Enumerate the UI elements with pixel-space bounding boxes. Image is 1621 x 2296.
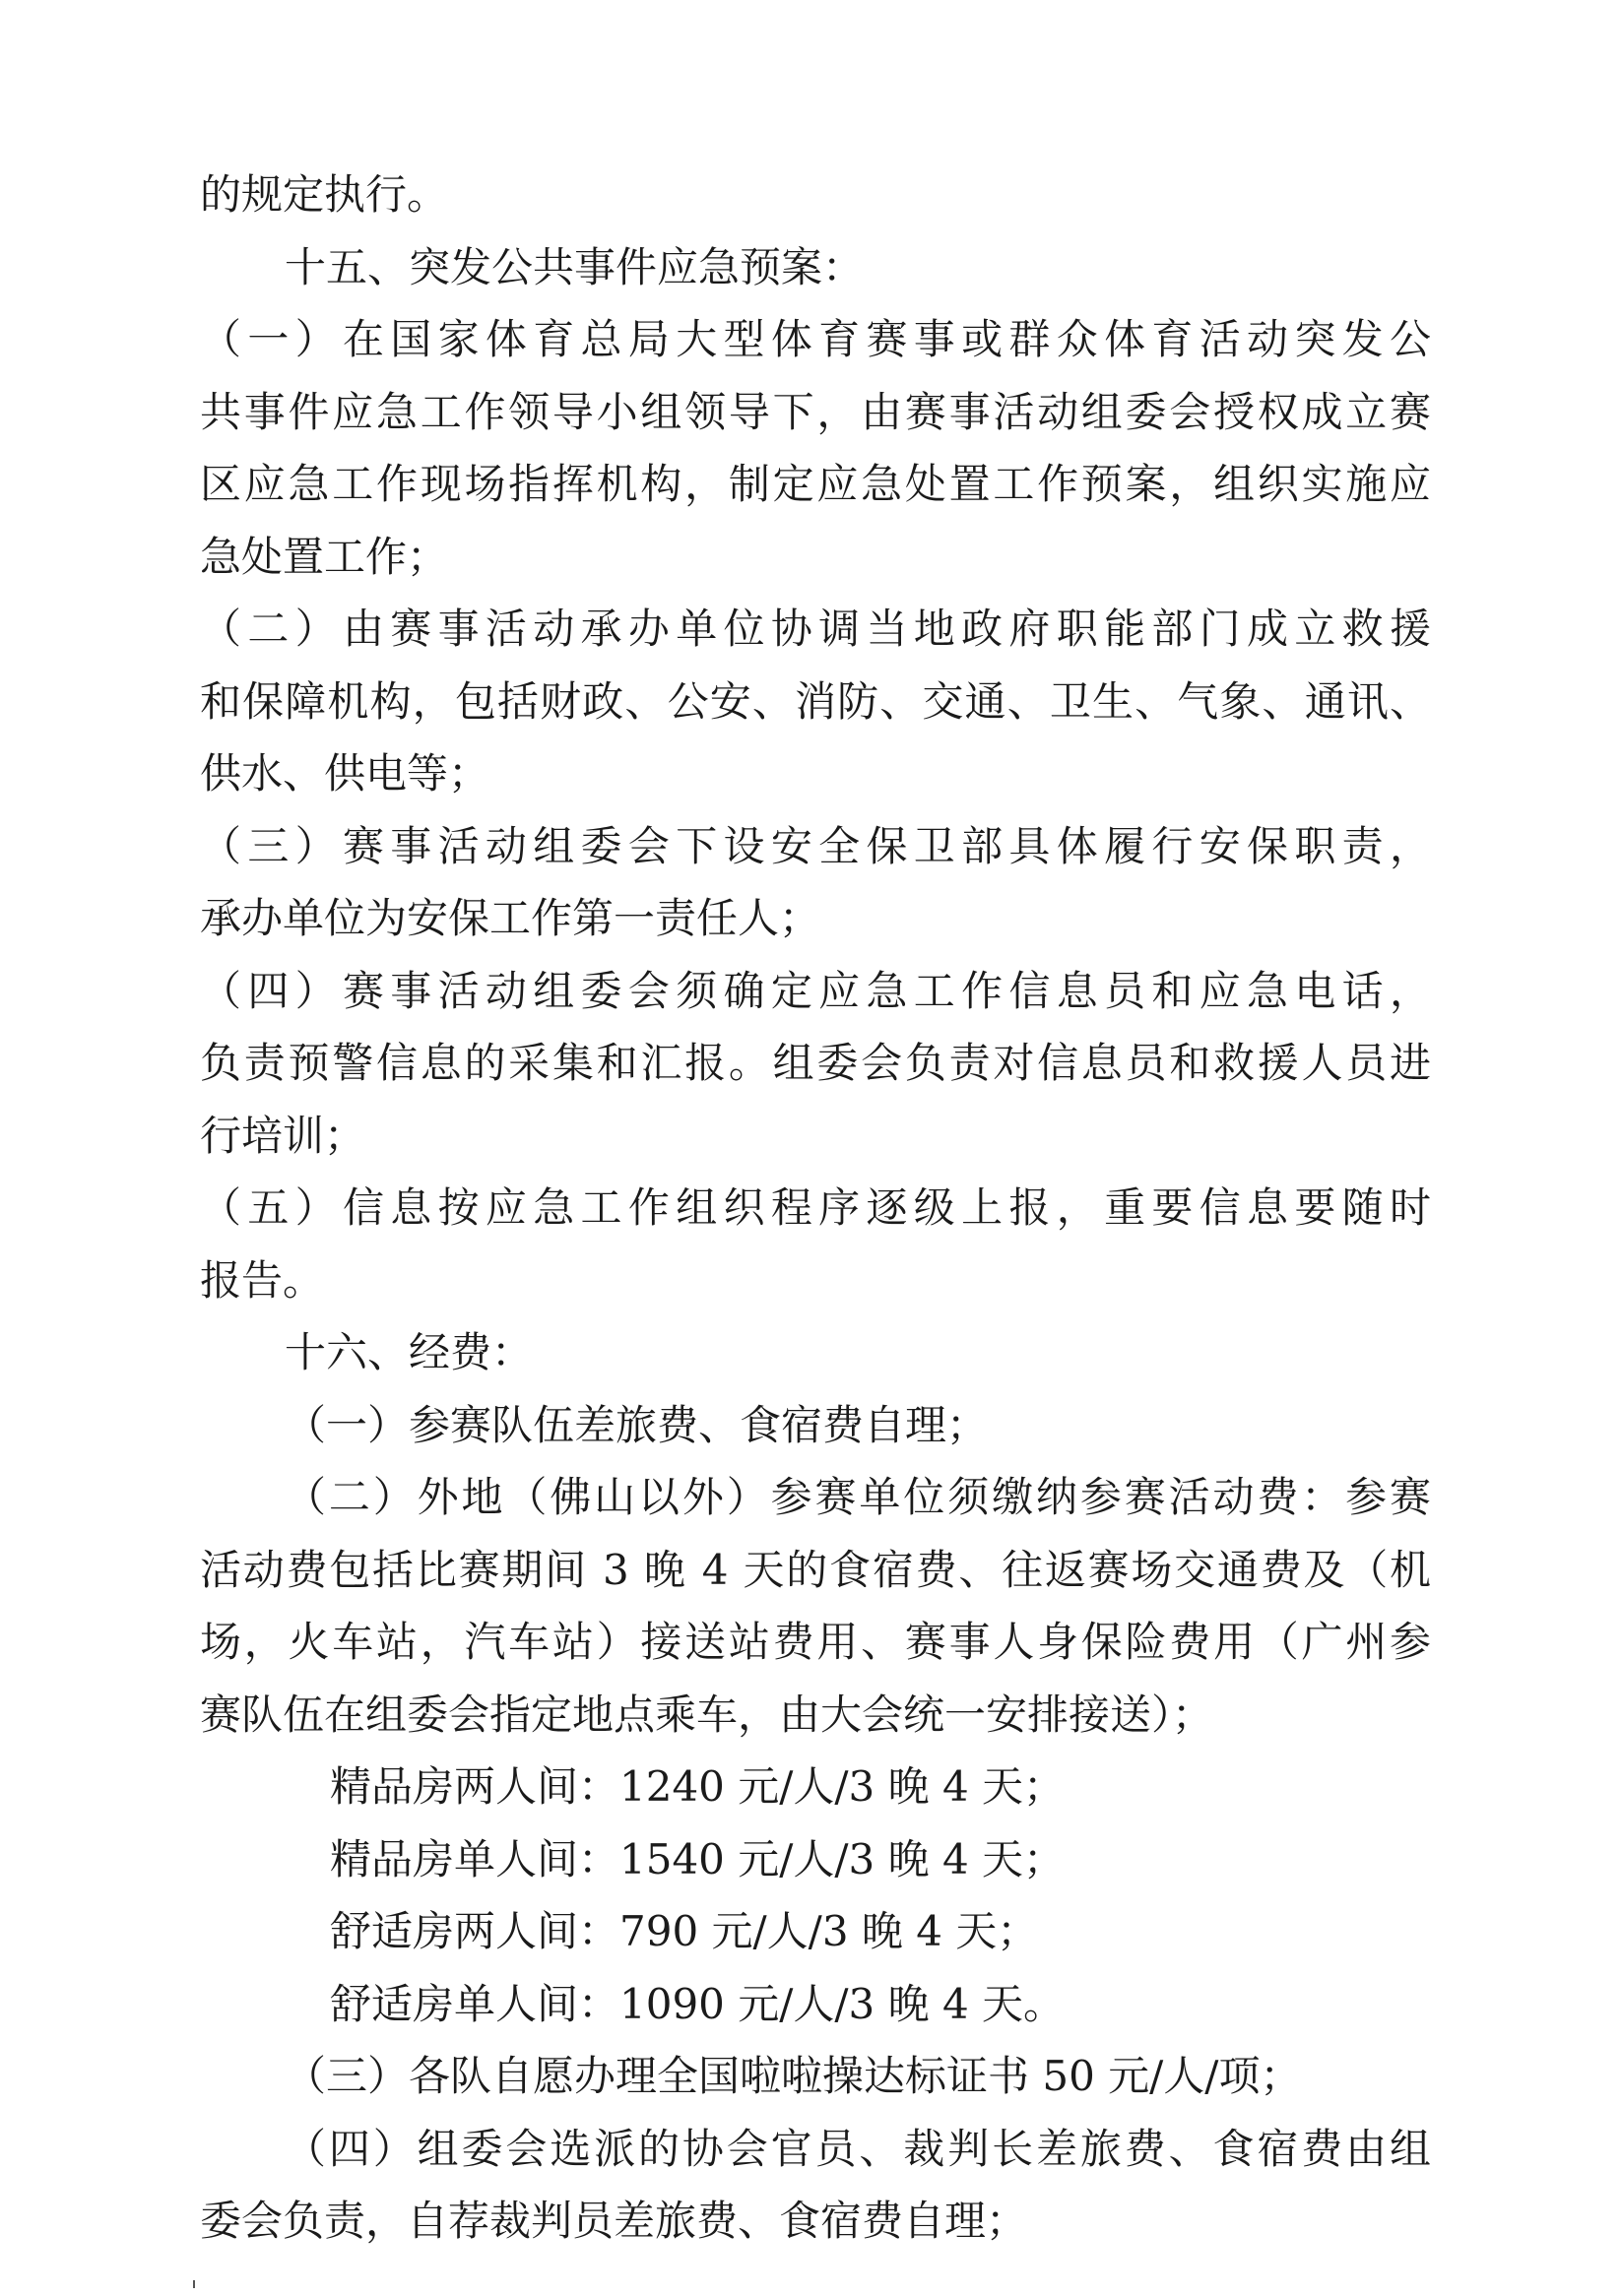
paragraph-line: （三）赛事活动组委会下设安全保卫部具体履行安保职责， [200, 822, 1431, 870]
paragraph-line: 活动费包括比赛期间 3 晚 4 天的食宿费、往返赛场交通费及（机 [200, 1546, 1431, 1594]
section-heading: 十六、经费： [285, 1328, 534, 1376]
paragraph-line: 负责预警信息的采集和汇报。组委会负责对信息员和救援人员进 [200, 1039, 1431, 1087]
paragraph-line: 的规定执行。 [200, 170, 449, 219]
paragraph-line: 承办单位为安保工作第一责任人； [200, 894, 821, 942]
scan-mark [193, 2280, 195, 2288]
paragraph-line: 行培训； [200, 1112, 366, 1160]
paragraph-line: （一）在国家体育总局大型体育赛事或群众体育活动突发公 [200, 315, 1431, 363]
paragraph-line: （五）信息按应急工作组织程序逐级上报，重要信息要随时 [200, 1183, 1431, 1232]
paragraph-line: （一）参赛队伍差旅费、食宿费自理； [285, 1401, 989, 1449]
paragraph-line: （三）各队自愿办理全国啦啦操达标证书 50 元/人/项； [285, 2052, 1302, 2100]
paragraph-line: 赛队伍在组委会指定地点乘车，由大会统一安排接送）； [200, 1690, 1214, 1739]
paragraph-line: （二）由赛事活动承办单位协调当地政府职能部门成立救援 [200, 605, 1431, 653]
paragraph-line: 委会负责，自荐裁判员差旅费、食宿费自理； [200, 2197, 1028, 2245]
paragraph-line: 急处置工作； [200, 533, 449, 581]
paragraph-line: 供水、供电等； [200, 749, 490, 797]
fee-item: 舒适房两人间：790 元/人/3 晚 4 天； [330, 1907, 1039, 1955]
paragraph-line: （四）赛事活动组委会须确定应急工作信息员和应急电话， [200, 967, 1431, 1015]
paragraph-line: （二）外地（佛山以外）参赛单位须缴纳参赛活动费：参赛 [285, 1473, 1431, 1521]
paragraph-line: 报告。 [200, 1256, 325, 1305]
fee-item: 精品房单人间：1540 元/人/3 晚 4 天； [330, 1835, 1066, 1883]
paragraph-line: （四）组委会选派的协会官员、裁判长差旅费、食宿费由组 [285, 2125, 1431, 2173]
fee-item: 精品房两人间：1240 元/人/3 晚 4 天； [330, 1762, 1066, 1811]
section-heading: 十五、突发公共事件应急预案： [285, 243, 865, 291]
paragraph-line: 和保障机构，包括财政、公安、消防、交通、卫生、气象、通讯、 [200, 677, 1431, 726]
paragraph-line: 共事件应急工作领导小组领导下，由赛事活动组委会授权成立赛 [200, 388, 1431, 436]
paragraph-line: 区应急工作现场指挥机构，制定应急处置工作预案，组织实施应 [200, 460, 1431, 508]
paragraph-line: 场，火车站，汽车站）接送站费用、赛事人身保险费用（广州参 [200, 1618, 1431, 1666]
fee-item: 舒适房单人间：1090 元/人/3 晚 4 天。 [330, 1980, 1066, 2028]
